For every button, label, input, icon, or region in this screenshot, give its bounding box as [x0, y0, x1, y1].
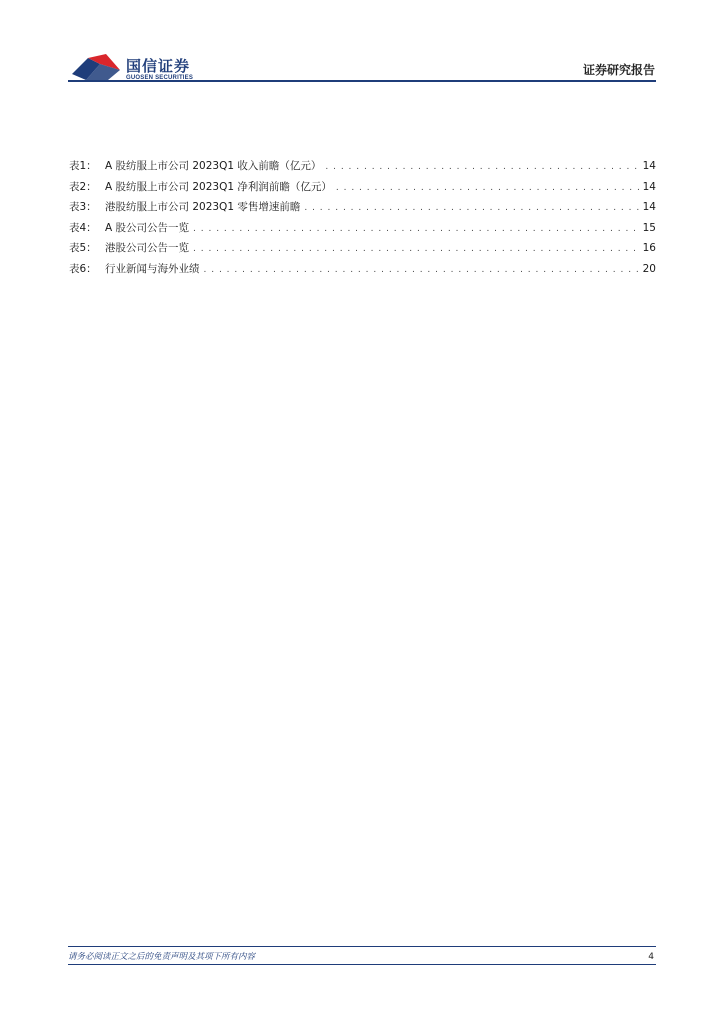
toc-leader-dots — [304, 203, 638, 213]
page-header — [0, 0, 724, 90]
toc-entry-title: A 股纺服上市公司 2023Q1 收入前瞻（亿元） — [105, 160, 322, 172]
guosen-logo-mark-icon — [70, 52, 122, 82]
toc-entry[interactable] — [69, 179, 656, 200]
toc-entry-title: 行业新闻与海外业绩 — [105, 262, 200, 275]
toc-entry-number: 表6： — [69, 262, 97, 275]
header-divider — [68, 80, 656, 82]
toc-entry[interactable] — [69, 240, 656, 261]
toc-entry-number: 表1： — [69, 160, 97, 172]
toc-entry-page: 20 — [642, 262, 656, 275]
footer-divider-bottom — [68, 964, 656, 965]
toc-entry-title: 港股公司公告一览 — [105, 242, 189, 255]
logo-chinese-text: 国信证券 — [126, 57, 191, 75]
report-type-label: 证券研究报告 — [582, 63, 655, 77]
table-of-figures — [69, 158, 656, 282]
toc-entry-page: 15 — [642, 221, 656, 234]
toc-leader-dots — [204, 265, 639, 275]
toc-entry-title: 港股纺服上市公司 2023Q1 零售增速前瞻 — [105, 201, 301, 214]
toc-leader-dots — [336, 183, 639, 193]
toc-leader-dots — [193, 224, 639, 234]
toc-leader-dots — [325, 162, 638, 172]
footer-divider-top — [68, 946, 656, 947]
toc-entry-number: 表4： — [69, 221, 97, 234]
toc-entry[interactable] — [69, 199, 656, 220]
toc-entry-page: 16 — [642, 242, 656, 255]
toc-entry-page: 14 — [642, 160, 656, 172]
toc-entry-number: 表3： — [69, 201, 97, 214]
toc-entry-number: 表5： — [69, 242, 97, 255]
toc-entry-number: 表2： — [69, 180, 97, 193]
footer-disclaimer: 请务必阅读正文之后的免责声明及其项下所有内容 — [68, 952, 256, 962]
page-number: 4 — [648, 952, 654, 962]
toc-leader-dots — [193, 244, 639, 254]
toc-entry[interactable] — [69, 261, 656, 282]
toc-entry-title: A 股纺服上市公司 2023Q1 净利润前瞻（亿元） — [105, 180, 332, 193]
toc-entry-page: 14 — [642, 201, 656, 214]
toc-entry-title: A 股公司公告一览 — [105, 221, 190, 234]
logo-english-text: GUOSEN SECURITIES — [126, 75, 194, 81]
toc-entry[interactable] — [69, 158, 656, 179]
toc-entry-page: 14 — [642, 180, 656, 193]
toc-entry[interactable] — [69, 220, 656, 241]
